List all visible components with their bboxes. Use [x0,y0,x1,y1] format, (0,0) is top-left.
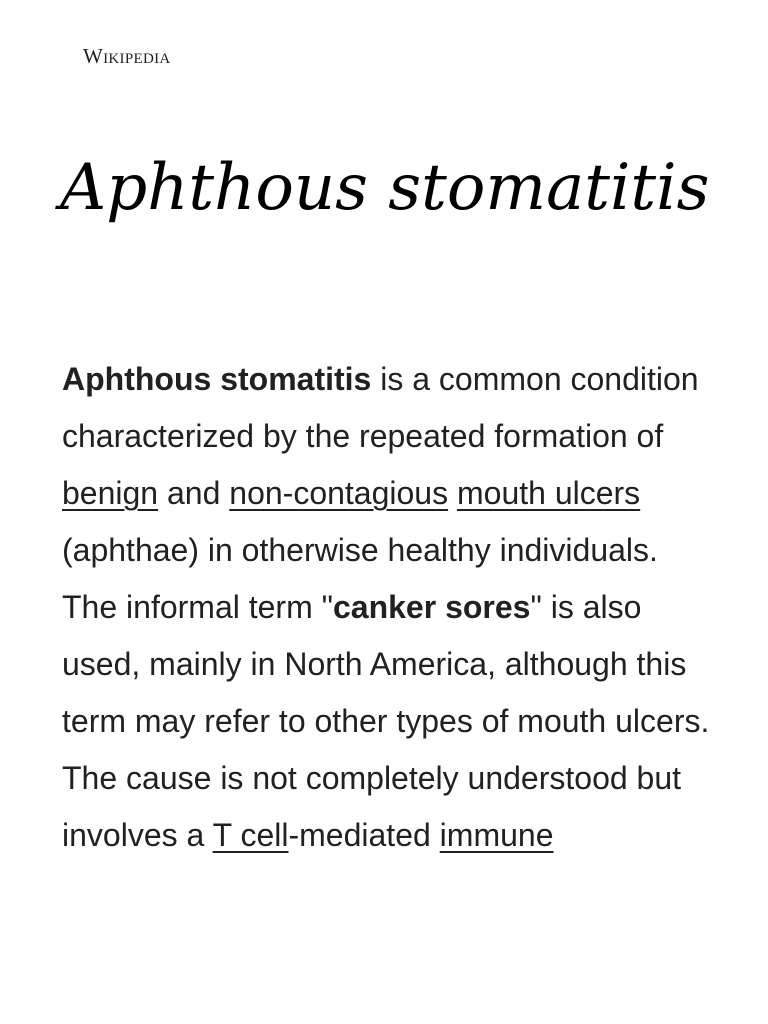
lead-term: Aphthous stomatitis [62,361,372,397]
link-non-contagious[interactable]: non-contagious [229,475,449,511]
text-segment: -mediated [288,817,440,853]
site-header [83,42,171,72]
text-segment: and [158,475,230,511]
text-segment [448,475,457,511]
link-benign[interactable]: benign [62,475,159,511]
text-segment: is a common condition characterized by the repeated formation of [62,361,699,454]
link-immune[interactable]: immune [439,817,554,853]
link-mouth-ulcers[interactable]: mouth ulcers [456,475,641,511]
text-segment: (aphthae) in otherwise healthy individuals. The informal term " [62,532,658,625]
link-t-cell[interactable]: T cell [212,817,289,853]
page-title: Aphthous stomatitis [60,151,710,225]
text-segment: " is also used, mainly in North America, although this term may refer to other types of mouth ulcers. The cause is not completely understood but involves a [62,589,710,853]
alt-term: canker sores [332,589,531,625]
article-lead-paragraph [62,351,712,864]
wikipedia-wordmark[interactable]: Wikipedia [83,44,171,68]
